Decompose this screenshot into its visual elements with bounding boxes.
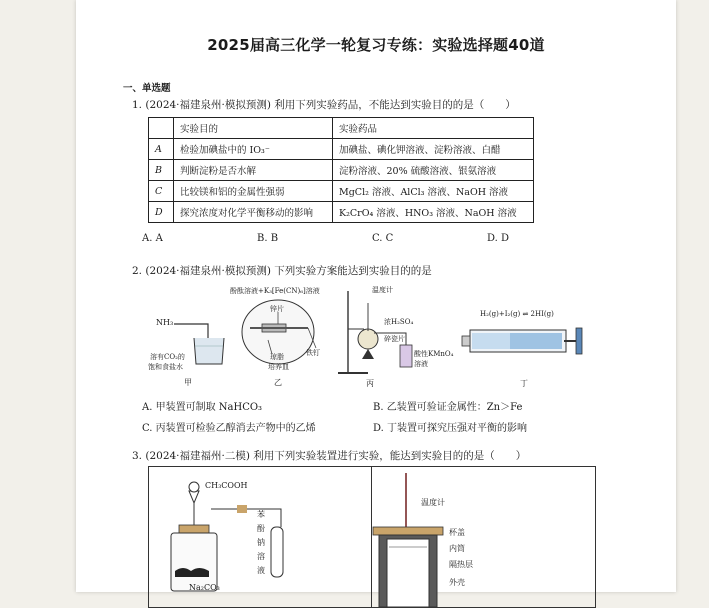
label-phenoxide-2: 酚 xyxy=(257,524,265,533)
label-phenoxide-1: 苯 xyxy=(257,510,265,519)
label-agar: 琼脂 xyxy=(270,353,284,361)
table-cell: MgCl₂ 溶液、AlCl₃ 溶液、NaOH 溶液 xyxy=(333,181,534,202)
q1-option-a: A. A xyxy=(142,233,163,244)
page-title: 2025届高三化学一轮复习专练：实验选择题40道 xyxy=(207,36,545,54)
table-cell: 检验加碘盐中的 IO₃⁻ xyxy=(174,139,333,160)
label-porcelain: 碎瓷片 xyxy=(384,335,405,343)
q2-option-d: D. 丁装置可探究压强对平衡的影响 xyxy=(373,423,528,434)
table-row xyxy=(149,139,534,160)
table-row xyxy=(149,181,534,202)
label-saturated-brine: 饱和食盐水 xyxy=(148,363,183,371)
q1-option-c: C. C xyxy=(372,233,394,244)
label-inner-cylinder: 内筒 xyxy=(449,544,465,553)
table-header-cell: 实验目的 xyxy=(174,118,333,139)
caption-bing: 丙 xyxy=(366,379,374,388)
label-kmno4: 酸性KMnO₄ xyxy=(414,350,454,358)
table-header-row xyxy=(149,118,534,139)
q2-option-a: A. 甲装置可制取 NaHCO₃ xyxy=(142,402,263,413)
label-dish: 培养皿 xyxy=(268,363,289,371)
label-co2-solution: 溶有CO₂的 xyxy=(150,353,185,361)
label-zinc: 锌片 xyxy=(270,305,284,313)
table-row xyxy=(149,160,534,181)
table-cell: K₂CrO₄ 溶液、HNO₃ 溶液、NaOH 溶液 xyxy=(333,202,534,223)
table-header-cell: 实验药品 xyxy=(333,118,534,139)
q2-stem: 2. (2024·福建泉州·模拟预测) 下列实验方案能达到实验目的的是 xyxy=(132,265,432,277)
section-heading: 一、单选题 xyxy=(123,83,171,94)
q2-option-c: C. 丙装置可检验乙醇消去产物中的乙烯 xyxy=(142,423,316,434)
label-acetic-acid: CH₃COOH xyxy=(205,481,248,490)
table-row xyxy=(149,202,534,223)
q3-stem: 3. (2024·福建福州·二模) 利用下列实验装置进行实验，能达到实验目的的是（ ） xyxy=(132,450,527,462)
table-cell: 探究浓度对化学平衡移动的影响 xyxy=(174,202,333,223)
label-thermometer: 温度计 xyxy=(421,498,445,507)
q2-figure-jia xyxy=(148,280,238,388)
label-thermometer: 温度计 xyxy=(372,286,393,294)
document-page xyxy=(76,0,676,592)
label-lid: 杯盖 xyxy=(449,528,465,537)
table-cell: D xyxy=(149,202,174,223)
q3-figure-frame xyxy=(148,466,596,608)
caption-jia: 甲 xyxy=(184,378,192,387)
label-shell: 外壳 xyxy=(449,578,465,587)
label-phenoxide-4: 溶 xyxy=(257,552,265,561)
table-cell: 比较镁和铝的金属性强弱 xyxy=(174,181,333,202)
table-cell: C xyxy=(149,181,174,202)
q1-stem: 1. (2024·福建泉州·模拟预测) 利用下列实验药品，不能达到实验目的的是（ ） xyxy=(132,99,516,111)
caption-ding: 丁 xyxy=(520,379,528,388)
table-cell: B xyxy=(149,160,174,181)
table-header-cell xyxy=(149,118,174,139)
q1-option-b: B. B xyxy=(257,233,279,244)
q2-option-b: B. 乙装置可验证金属性：Zn＞Fe xyxy=(373,402,523,413)
label-phenoxide-3: 钠 xyxy=(257,538,265,547)
caption-yi: 乙 xyxy=(274,378,282,387)
label-h2so4: 浓H₂SO₄ xyxy=(384,318,414,326)
label-sodium-carbonate: Na₂CO₃ xyxy=(189,583,220,592)
q2-figure-ding xyxy=(460,300,590,390)
label-insulation: 隔热层 xyxy=(449,560,473,569)
table-cell: 淀粉溶液、20% 硫酸溶液、银氨溶液 xyxy=(333,160,534,181)
q1-table xyxy=(148,117,534,223)
q1-option-d: D. D xyxy=(487,233,510,244)
label-phenolphthalein: 酚酞溶液+K₃[Fe(CN)₆]溶液 xyxy=(230,287,320,295)
table-cell: 加碘盐、碘化钾溶液、淀粉溶液、白醋 xyxy=(333,139,534,160)
label-solution: 溶液 xyxy=(414,360,428,368)
label-phenoxide-5: 液 xyxy=(257,566,265,575)
label-nh3: NH₃ xyxy=(156,318,174,327)
table-cell: 判断淀粉是否水解 xyxy=(174,160,333,181)
label-equilibrium: H₂(g)+I₂(g) ⇌ 2HI(g) xyxy=(480,310,554,318)
label-iron: 铁钉 xyxy=(306,349,320,357)
table-cell: A xyxy=(149,139,174,160)
q2-figure-bing xyxy=(334,283,454,391)
